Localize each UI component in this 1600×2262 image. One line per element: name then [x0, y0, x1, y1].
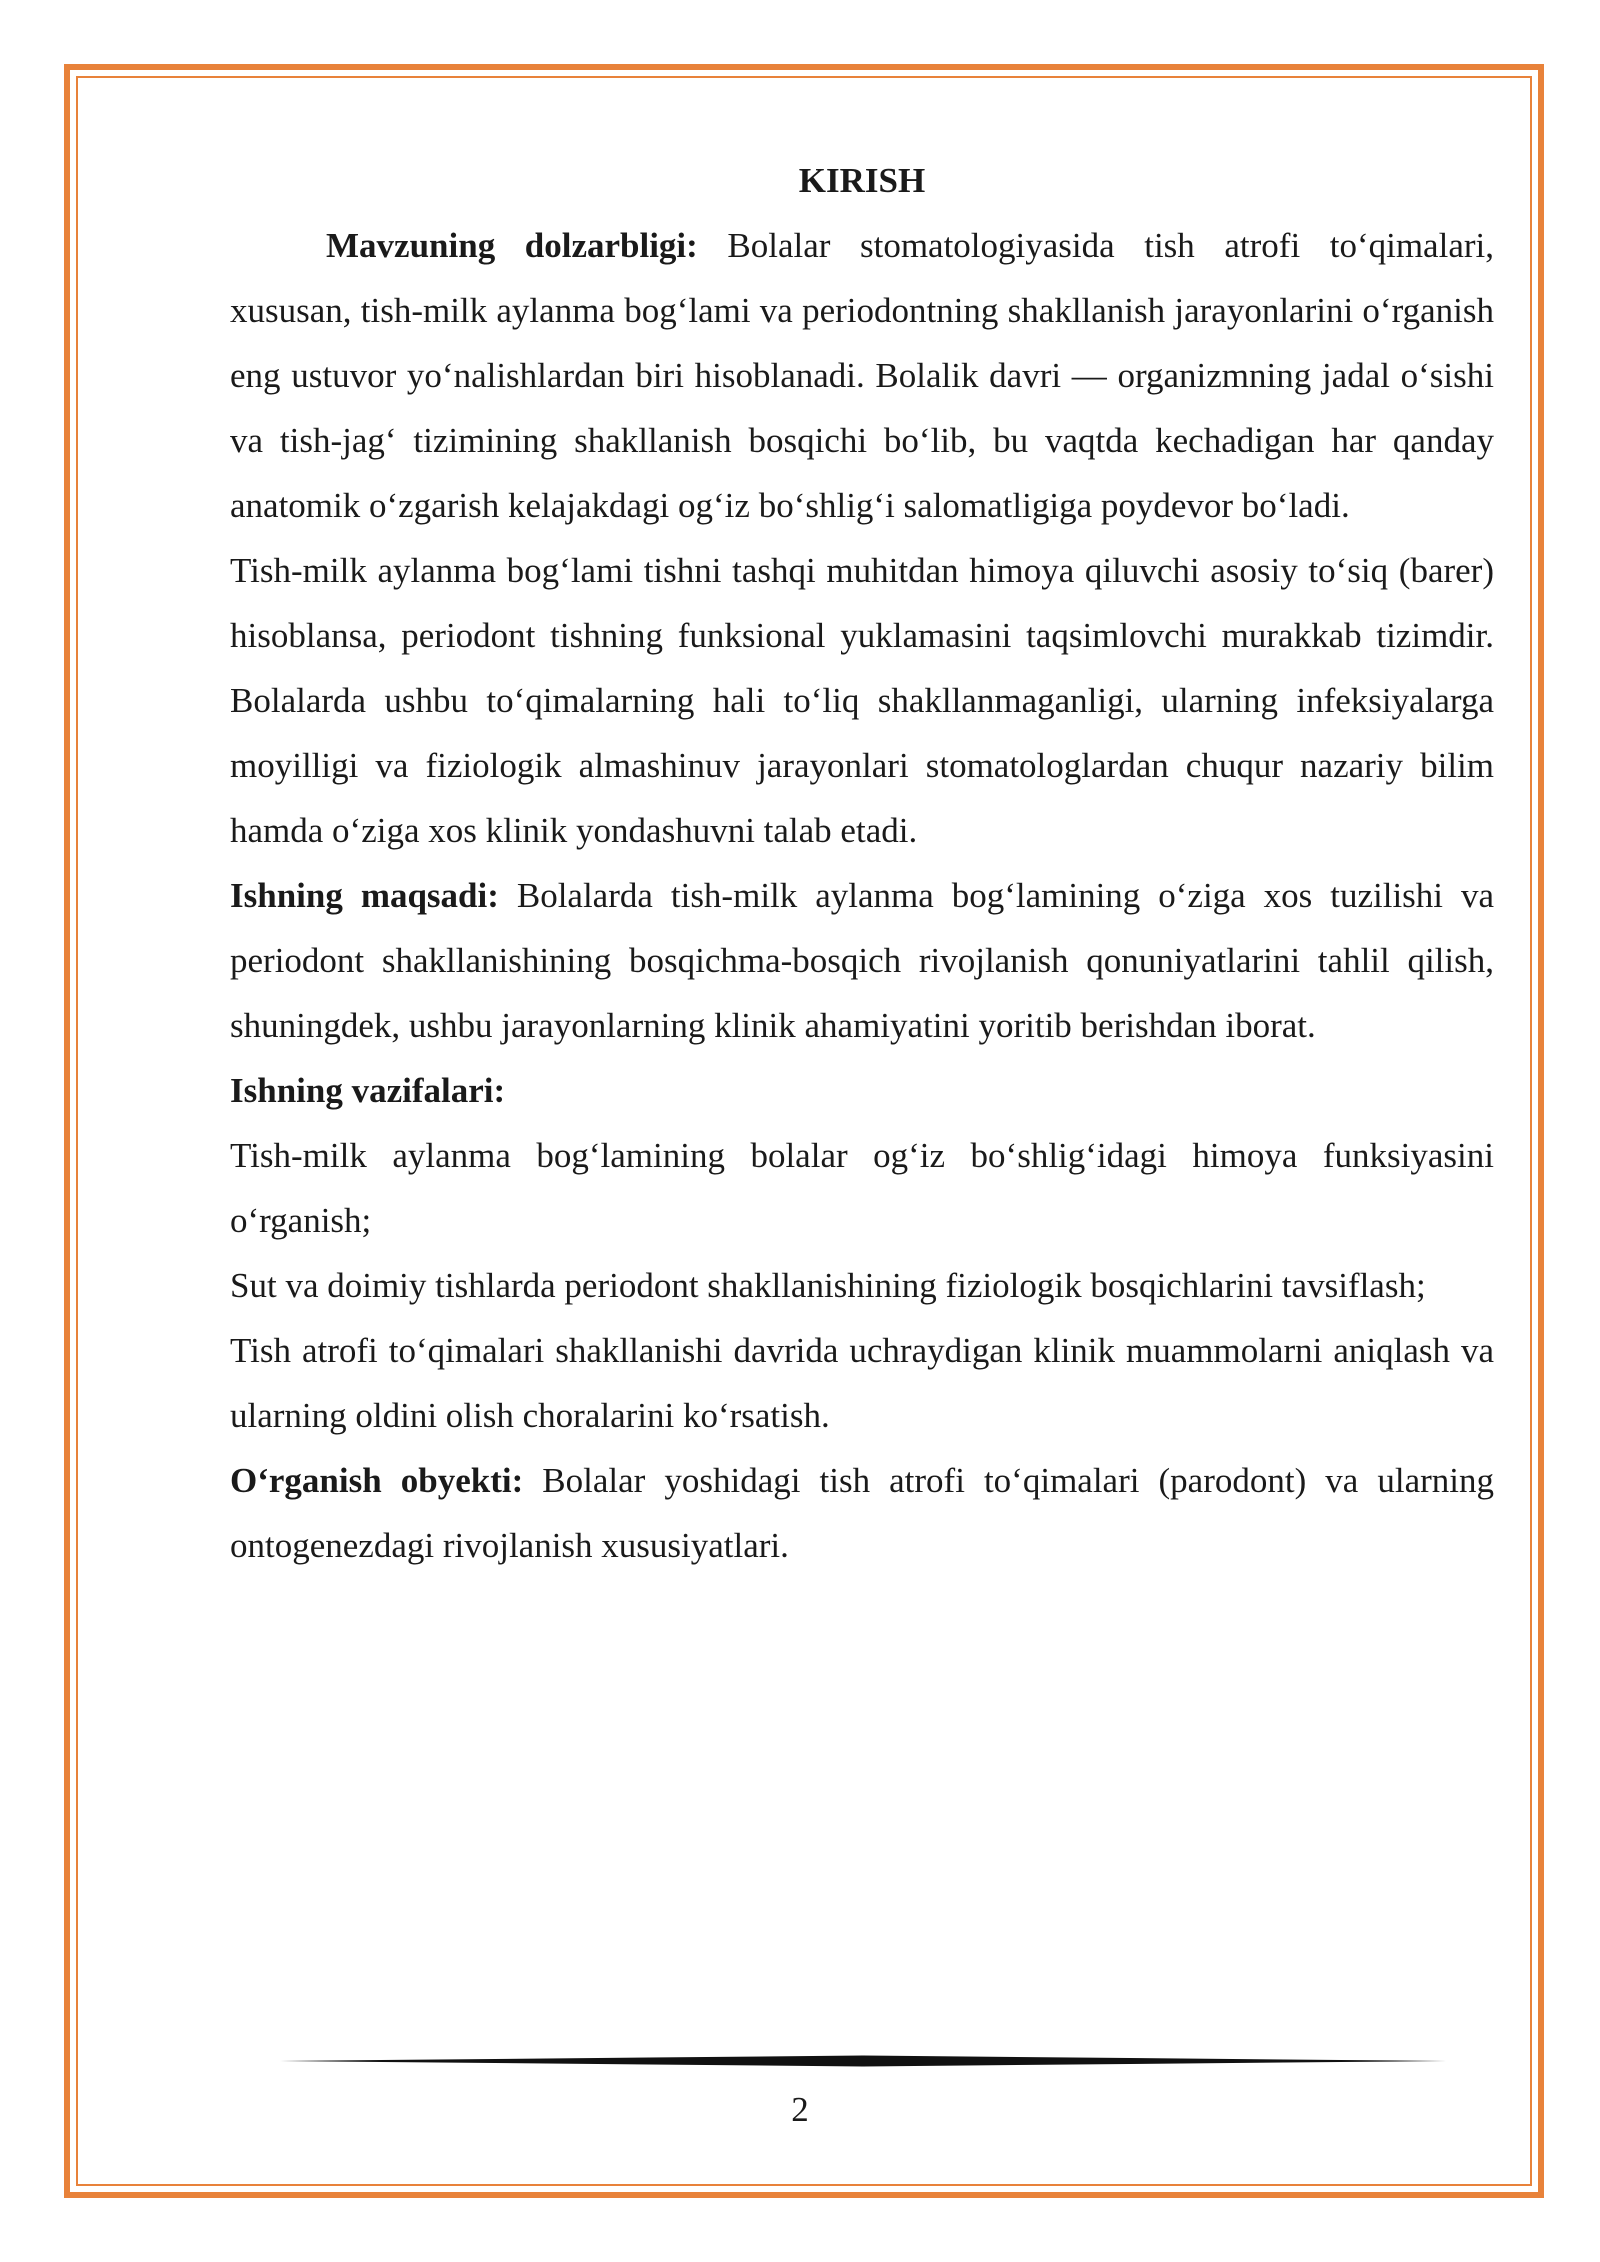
page-number: 2	[791, 2090, 809, 2129]
relevance-label: Mavzuning dolzarbligi:	[326, 226, 698, 265]
object-paragraph	[230, 1448, 1494, 1578]
relevance-paragraph	[230, 213, 1494, 538]
goal-paragraph	[230, 863, 1494, 1058]
task-item: Sut va doimiy tishlarda periodont shakllanishining fiziologik bosqichlarini tavsiflash;	[230, 1266, 1426, 1305]
section-heading: KIRISH	[798, 161, 926, 200]
goal-text: Bolalarda tish-milk aylanma bog‘lamining o‘ziga xos tuzilishi va periodont shakllanishining bosqichma-bosqich rivojlanish qonuniyatlarini tahlil qilish, shuningdek, ushbu jarayonlarning klinik ahamiyatini yoritib berishdan iborat.	[230, 876, 1494, 1045]
footer-divider	[280, 2052, 1446, 2070]
document-body	[230, 148, 1494, 1578]
goal-label: Ishning maqsadi:	[230, 876, 499, 915]
relevance-text: Bolalar stomatologiyasida tish atrofi to‘qimalari, xususan, tish-milk aylanma bog‘lami va periodontning shakllanish jarayonlarini o‘rganish eng ustuvor yo‘nalishlardan biri hisoblanadi. Bolalik davri — organizmning jadal o‘sishi va tish-jag‘ tizimining shakllanish bosqichi bo‘lib, bu vaqtda kechadigan har qanday anatomik o‘zgarish kelajakdagi og‘iz bo‘shlig‘i salomatligiga poydevor bo‘ladi.	[230, 226, 1494, 525]
object-text: Bolalar yoshidagi tish atrofi to‘qimalari (parodont) va ularning ontogenezdagi rivojlanish xususiyatlari.	[230, 1461, 1494, 1565]
tasks-label: Ishning vazifalari:	[230, 1071, 506, 1110]
task-item: Tish atrofi to‘qimalari shakllanishi davrida uchraydigan klinik muammolarni aniqlash va ularning oldini olish choralarini ko‘rsatish.	[230, 1331, 1494, 1435]
task-item: Tish-milk aylanma bog‘lamining bolalar og‘iz bo‘shlig‘idagi himoya funksiyasini o‘rganish;	[230, 1136, 1494, 1240]
barrier-paragraph: Tish-milk aylanma bog‘lami tishni tashqi muhitdan himoya qiluvchi asosiy to‘siq (barer) hisoblansa, periodont tishning funksional yuklamasini taqsimlovchi murakkab tizimdir. Bolalarda ushbu to‘qimalarning hali to‘liq shakllanmaganligi, ularning infeksiyalarga moyilligi va fiziologik almashinuv jarayonlari stomatologlardan chuqur nazariy bilim hamda o‘ziga xos klinik yondashuvni talab etadi.	[230, 551, 1494, 850]
object-label: O‘rganish obyekti:	[230, 1461, 524, 1500]
